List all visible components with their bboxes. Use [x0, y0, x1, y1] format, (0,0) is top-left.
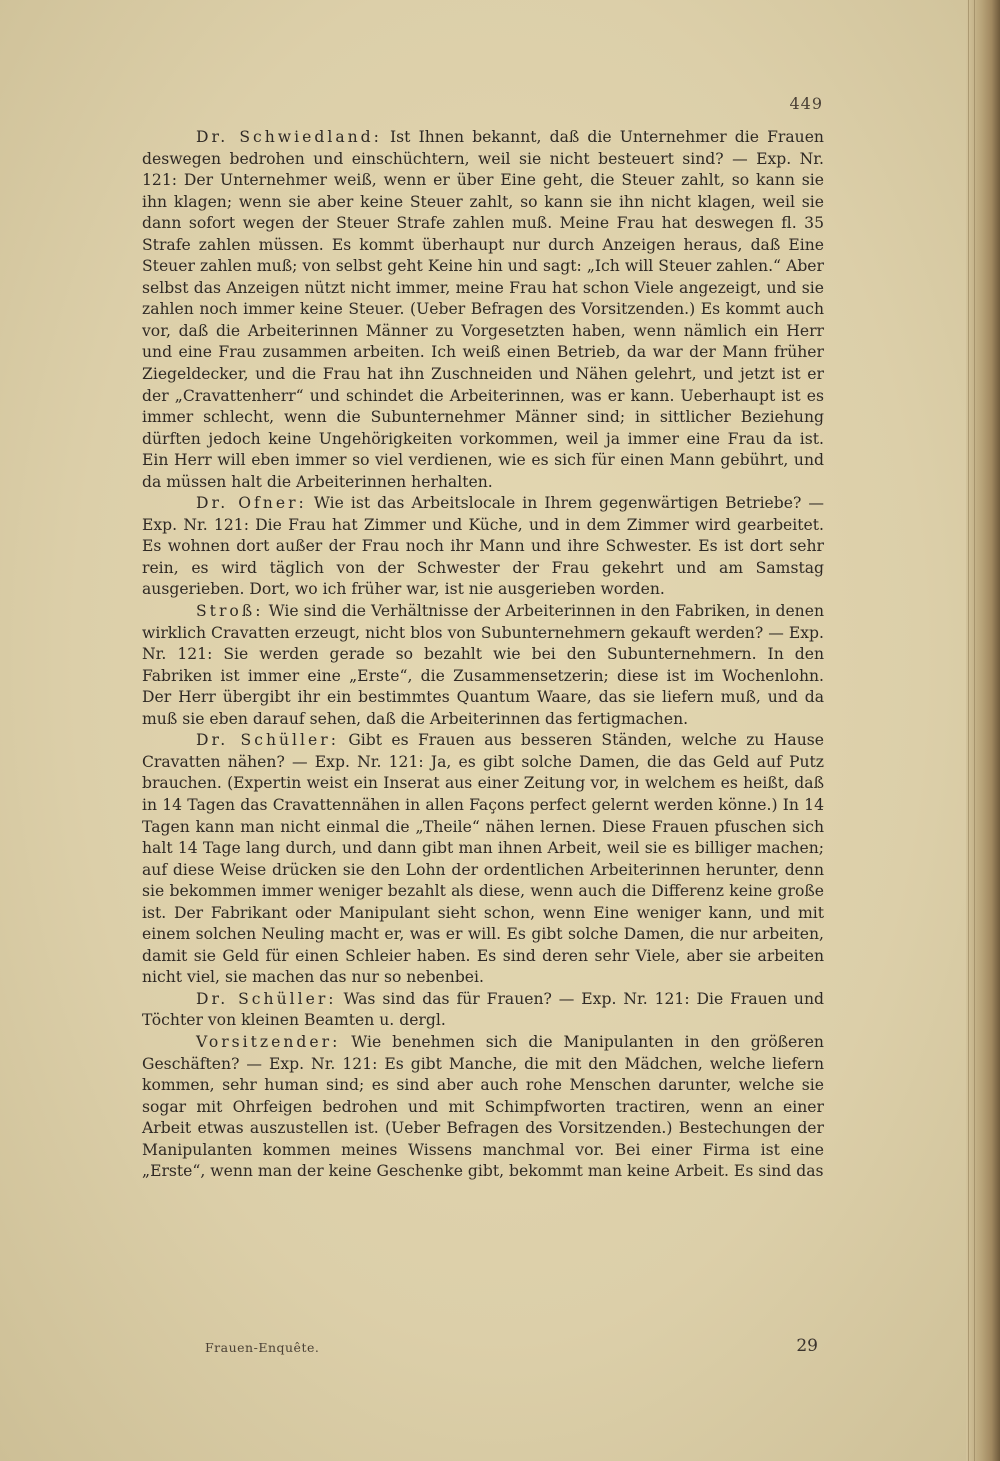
paragraph-text: Wie benehmen sich die Manipulanten in den größeren Geschäften? — Exp. Nr. 121: Es gibt Manche, die mit den Mädchen, welche liefern kommen, sehr human sind; es sind aber auch rohe Menschen darunter, welche sie sogar mit Ohrfeigen bedrohen und mit Schimpfworten tractiren, wenn an einer Arbeit etwas auszustellen ist. (Ueber Befragen des Vorsitzenden.) Bestechungen der Manipulanten kommen meines Wissens manchmal vor. Bei einer Firma ist eine „Erste“, wenn man der keine Geschenke gibt, bekommt man keine Arbeit. Es sind das — [142, 1032, 824, 1181]
speaker-name: Dr. Ofner: — [196, 494, 307, 513]
speaker-name: Dr. Schüller: — [196, 731, 339, 750]
paragraph — [142, 730, 824, 989]
paragraph — [142, 601, 824, 730]
paragraph-text: Was sind das für Frauen? — Exp. Nr. 121: Die Frauen und Töchter von kleinen Beamten u. dergl. — [142, 989, 824, 1030]
body-text — [142, 127, 824, 1183]
paragraph — [142, 127, 824, 493]
speaker-name: Stroß: — [196, 602, 264, 621]
page-binding-edge — [966, 0, 1000, 1461]
paragraph-text: Gibt es Frauen aus besseren Ständen, welche zu Hause Cravatten nähen? — Exp. Nr. 121: Ja, es gibt solche Damen, die das Geld auf Putz brauchen. (Expertin weist ein Inserat aus einer Zeitung vor, in welchem es heißt, daß in 14 Tagen das Cravattennähen in allen Façons perfect gelernt werden könne.) In 14 Tagen kann man nicht einmal die „Theile“ nähen lernen. Diese Frauen pfuschen sich halt 14 Tage lang durch, und dann gibt man ihnen Arbeit, weil sie es billiger machen; auf diese Weise drücken sie den Lohn der ordentlichen Arbeiterinnen herunter, denn sie bekommen immer weniger bezahlt als diese, wenn auch die Differenz keine große ist. Der Fabrikant oder Manipulant sieht schon, wenn Eine weniger kann, und mit einem solchen Neuling macht er, was er will. Es gibt solche Damen, die nur arbeiten, damit sie Geld für einen Schleier haben. Es sind deren sehr Viele, aber sie arbeiten nicht viel, sie machen das nur so nebenbei. — [142, 731, 824, 987]
footer-signature: Frauen-Enquête. — [205, 1340, 320, 1355]
page-number: 449 — [789, 94, 823, 113]
paragraph — [142, 989, 824, 1032]
speaker-name: Dr. Schüller: — [196, 989, 337, 1008]
speaker-name: Vorsitzender: — [196, 1032, 341, 1051]
paragraph-text: Wie ist das Arbeitslocale in Ihrem gegenwärtigen Betriebe? — Exp. Nr. 121: Die Frau hat Zimmer und Küche, und in dem Zimmer wird gearbeitet. Es wohnen dort außer der Frau noch ihr Mann und ihre Schwester. Es ist dort sehr rein, es wird täglich von der Schwester der Frau gekehrt und am Samstag ausgerieben. Dort, wo ich früher war, ist nie ausgerieben worden. — [142, 494, 824, 599]
paragraph — [142, 1032, 824, 1183]
paragraph-text: Ist Ihnen bekannt, daß die Unternehmer die Frauen deswegen bedrohen und einschüchtern, weil sie nicht besteuert sind? — Exp. Nr. 121: Der Unternehmer weiß, wenn er über Eine geht, die Steuer zahlt, so kann sie ihn klagen; wenn sie aber keine Steuer zahlt, so kann sie ihn nicht klagen, weil sie dann sofort wegen der Steuer Strafe zahlen muß. Meine Frau hat deswegen fl. 35 Strafe zahlen müssen. Es kommt überhaupt nur durch Anzeigen heraus, daß Eine Steuer zahlen muß; von selbst geht Keine hin und sagt: „Ich will Steuer zahlen.“ Aber selbst das Anzeigen nützt nicht immer, meine Frau hat schon Viele angezeigt, und sie zahlen noch immer keine Steuer. (Ueber Befragen des Vorsitzenden.) Es kommt auch vor, daß die Arbeiterinnen Männer zu Vorgesetzten haben, wenn nämlich ein Herr und eine Frau zusammen arbeiten. Ich weiß einen Betrieb, da war der Mann früher Ziegeldecker, und die Frau hat ihn Zuschneiden und Nähen gelehrt, und jetzt ist er der „Cravattenherr“ und schindet die Arbeiterinnen, was er kann. Ueberhaupt ist es immer schlecht, wenn die Subunternehmer Männer sind; in sittlicher Beziehung dürften jedoch keine Ungehörigkeiten vorkommen, weil ja immer eine Frau da ist. Ein Herr will eben immer so viel verdienen, wie es sich für einen Mann gebührt, und da müssen halt die Arbeiterinnen herhalten. — [142, 128, 824, 491]
edge-line — [968, 0, 969, 1461]
sheet-number: 29 — [796, 1336, 818, 1356]
paragraph — [142, 493, 824, 601]
speaker-name: Dr. Schwiedland: — [196, 128, 382, 146]
paragraph-text: Wie sind die Verhältnisse der Arbeiterinnen in den Fabriken, in denen wirklich Cravatten erzeugt, nicht blos von Subunternehmern gekauft werden? — Exp. Nr. 121: Sie werden gerade so bezahlt wie bei den Subunternehmern. In den Fabriken ist immer eine „Erste“, die Zusammensetzerin; diese ist im Wochenlohn. Der Herr übergibt ihr ein bestimmtes Quantum Waare, das sie liefern muß, und da muß sie eben darauf sehen, daß die Arbeiterinnen das fertigmachen. — [142, 602, 824, 728]
edge-line — [974, 0, 975, 1461]
